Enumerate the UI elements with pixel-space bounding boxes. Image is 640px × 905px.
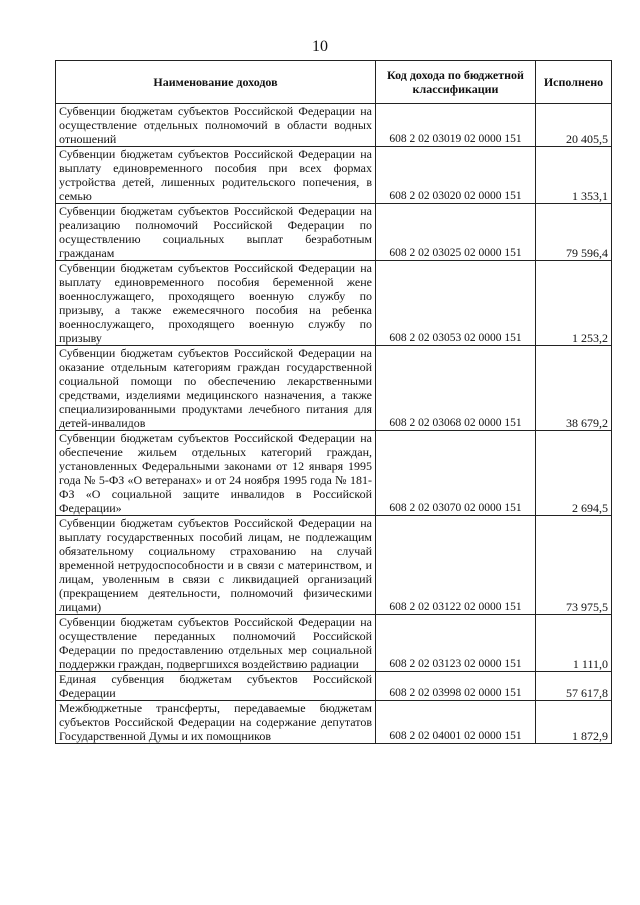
row-amount: 73 975,5 xyxy=(536,516,612,615)
row-amount: 1 253,2 xyxy=(536,261,612,346)
row-name: Субвенции бюджетам субъектов Российской Федерации на выплату единовременного пособия при всех формах устройства детей, лишенных родительского попечения, в семью xyxy=(56,147,376,204)
page-number: 10 xyxy=(312,38,328,55)
row-code: 608 2 02 03068 02 0000 151 xyxy=(376,346,536,431)
table-row xyxy=(56,672,612,701)
row-code: 608 2 02 03019 02 0000 151 xyxy=(376,104,536,147)
row-amount: 2 694,5 xyxy=(536,431,612,516)
row-name: Субвенции бюджетам субъектов Российской Федерации на обеспечение жильем отдельных категорий граждан, установленных Федеральными законами от 12 января 1995 года № 5-ФЗ «О ветеранах» и от 24 ноября 1995 года № 181-ФЗ «О социальной защите инвалидов в Российской Федерации» xyxy=(56,431,376,516)
table-row xyxy=(56,147,612,204)
row-name: Субвенции бюджетам субъектов Российской Федерации на оказание отдельным категориям граждан государственной социальной помощи по обеспечению лекарственными средствами, изделиями медицинского назначения, а также специализированными продуктами лечебного питания для детей-инвалидов xyxy=(56,346,376,431)
table-row xyxy=(56,346,612,431)
row-code: 608 2 02 03025 02 0000 151 xyxy=(376,204,536,261)
table-row xyxy=(56,431,612,516)
row-amount: 79 596,4 xyxy=(536,204,612,261)
row-code: 608 2 02 03020 02 0000 151 xyxy=(376,147,536,204)
row-code: 608 2 02 03070 02 0000 151 xyxy=(376,431,536,516)
row-amount: 20 405,5 xyxy=(536,104,612,147)
table-header-row xyxy=(56,61,612,104)
row-code: 608 2 02 03998 02 0000 151 xyxy=(376,672,536,701)
table-row xyxy=(56,701,612,744)
row-amount: 38 679,2 xyxy=(536,346,612,431)
row-name: Субвенции бюджетам субъектов Российской Федерации на реализацию полномочий Российской Федерации по осуществлению социальных выплат безработным гражданам xyxy=(56,204,376,261)
row-code: 608 2 02 03122 02 0000 151 xyxy=(376,516,536,615)
row-name: Субвенции бюджетам субъектов Российской Федерации на выплату единовременного пособия беременной жене военнослужащего, проходящего военную службу по призыву, а также ежемесячного пособия на ребенка военнослужащего, проходящего военную службу по призыву xyxy=(56,261,376,346)
revenue-table xyxy=(55,60,612,744)
column-header-executed: Исполнено xyxy=(536,61,612,104)
row-name: Единая субвенция бюджетам субъектов Российской Федерации xyxy=(56,672,376,701)
row-name: Субвенции бюджетам субъектов Российской Федерации на осуществление отдельных полномочий в области водных отношений xyxy=(56,104,376,147)
row-name: Субвенции бюджетам субъектов Российской Федерации на выплату государственных пособий лицам, не подлежащим обязательному социальному страхованию на случай временной нетрудоспособности и в связи с материнством, и лицам, уволенным в связи с ликвидацией организаций (прекращением деятельности, полномочий физическими лицами) xyxy=(56,516,376,615)
table-row xyxy=(56,204,612,261)
table-row xyxy=(56,615,612,672)
row-code: 608 2 02 04001 02 0000 151 xyxy=(376,701,536,744)
column-header-code: Код дохода по бюджетной классификации xyxy=(376,61,536,104)
row-code: 608 2 02 03053 02 0000 151 xyxy=(376,261,536,346)
row-code: 608 2 02 03123 02 0000 151 xyxy=(376,615,536,672)
table-row xyxy=(56,261,612,346)
row-name: Субвенции бюджетам субъектов Российской Федерации на осуществление переданных полномочий Российской Федерации по предоставлению отдельных мер социальной поддержки граждан, подвергшихся воздействию радиации xyxy=(56,615,376,672)
row-amount: 1 353,1 xyxy=(536,147,612,204)
row-amount: 57 617,8 xyxy=(536,672,612,701)
table-row xyxy=(56,104,612,147)
table-row xyxy=(56,516,612,615)
row-amount: 1 872,9 xyxy=(536,701,612,744)
column-header-name: Наименование доходов xyxy=(56,61,376,104)
row-amount: 1 111,0 xyxy=(536,615,612,672)
row-name: Межбюджетные трансферты, передаваемые бюджетам субъектов Российской Федерации на содержание депутатов Государственной Думы и их помощников xyxy=(56,701,376,744)
